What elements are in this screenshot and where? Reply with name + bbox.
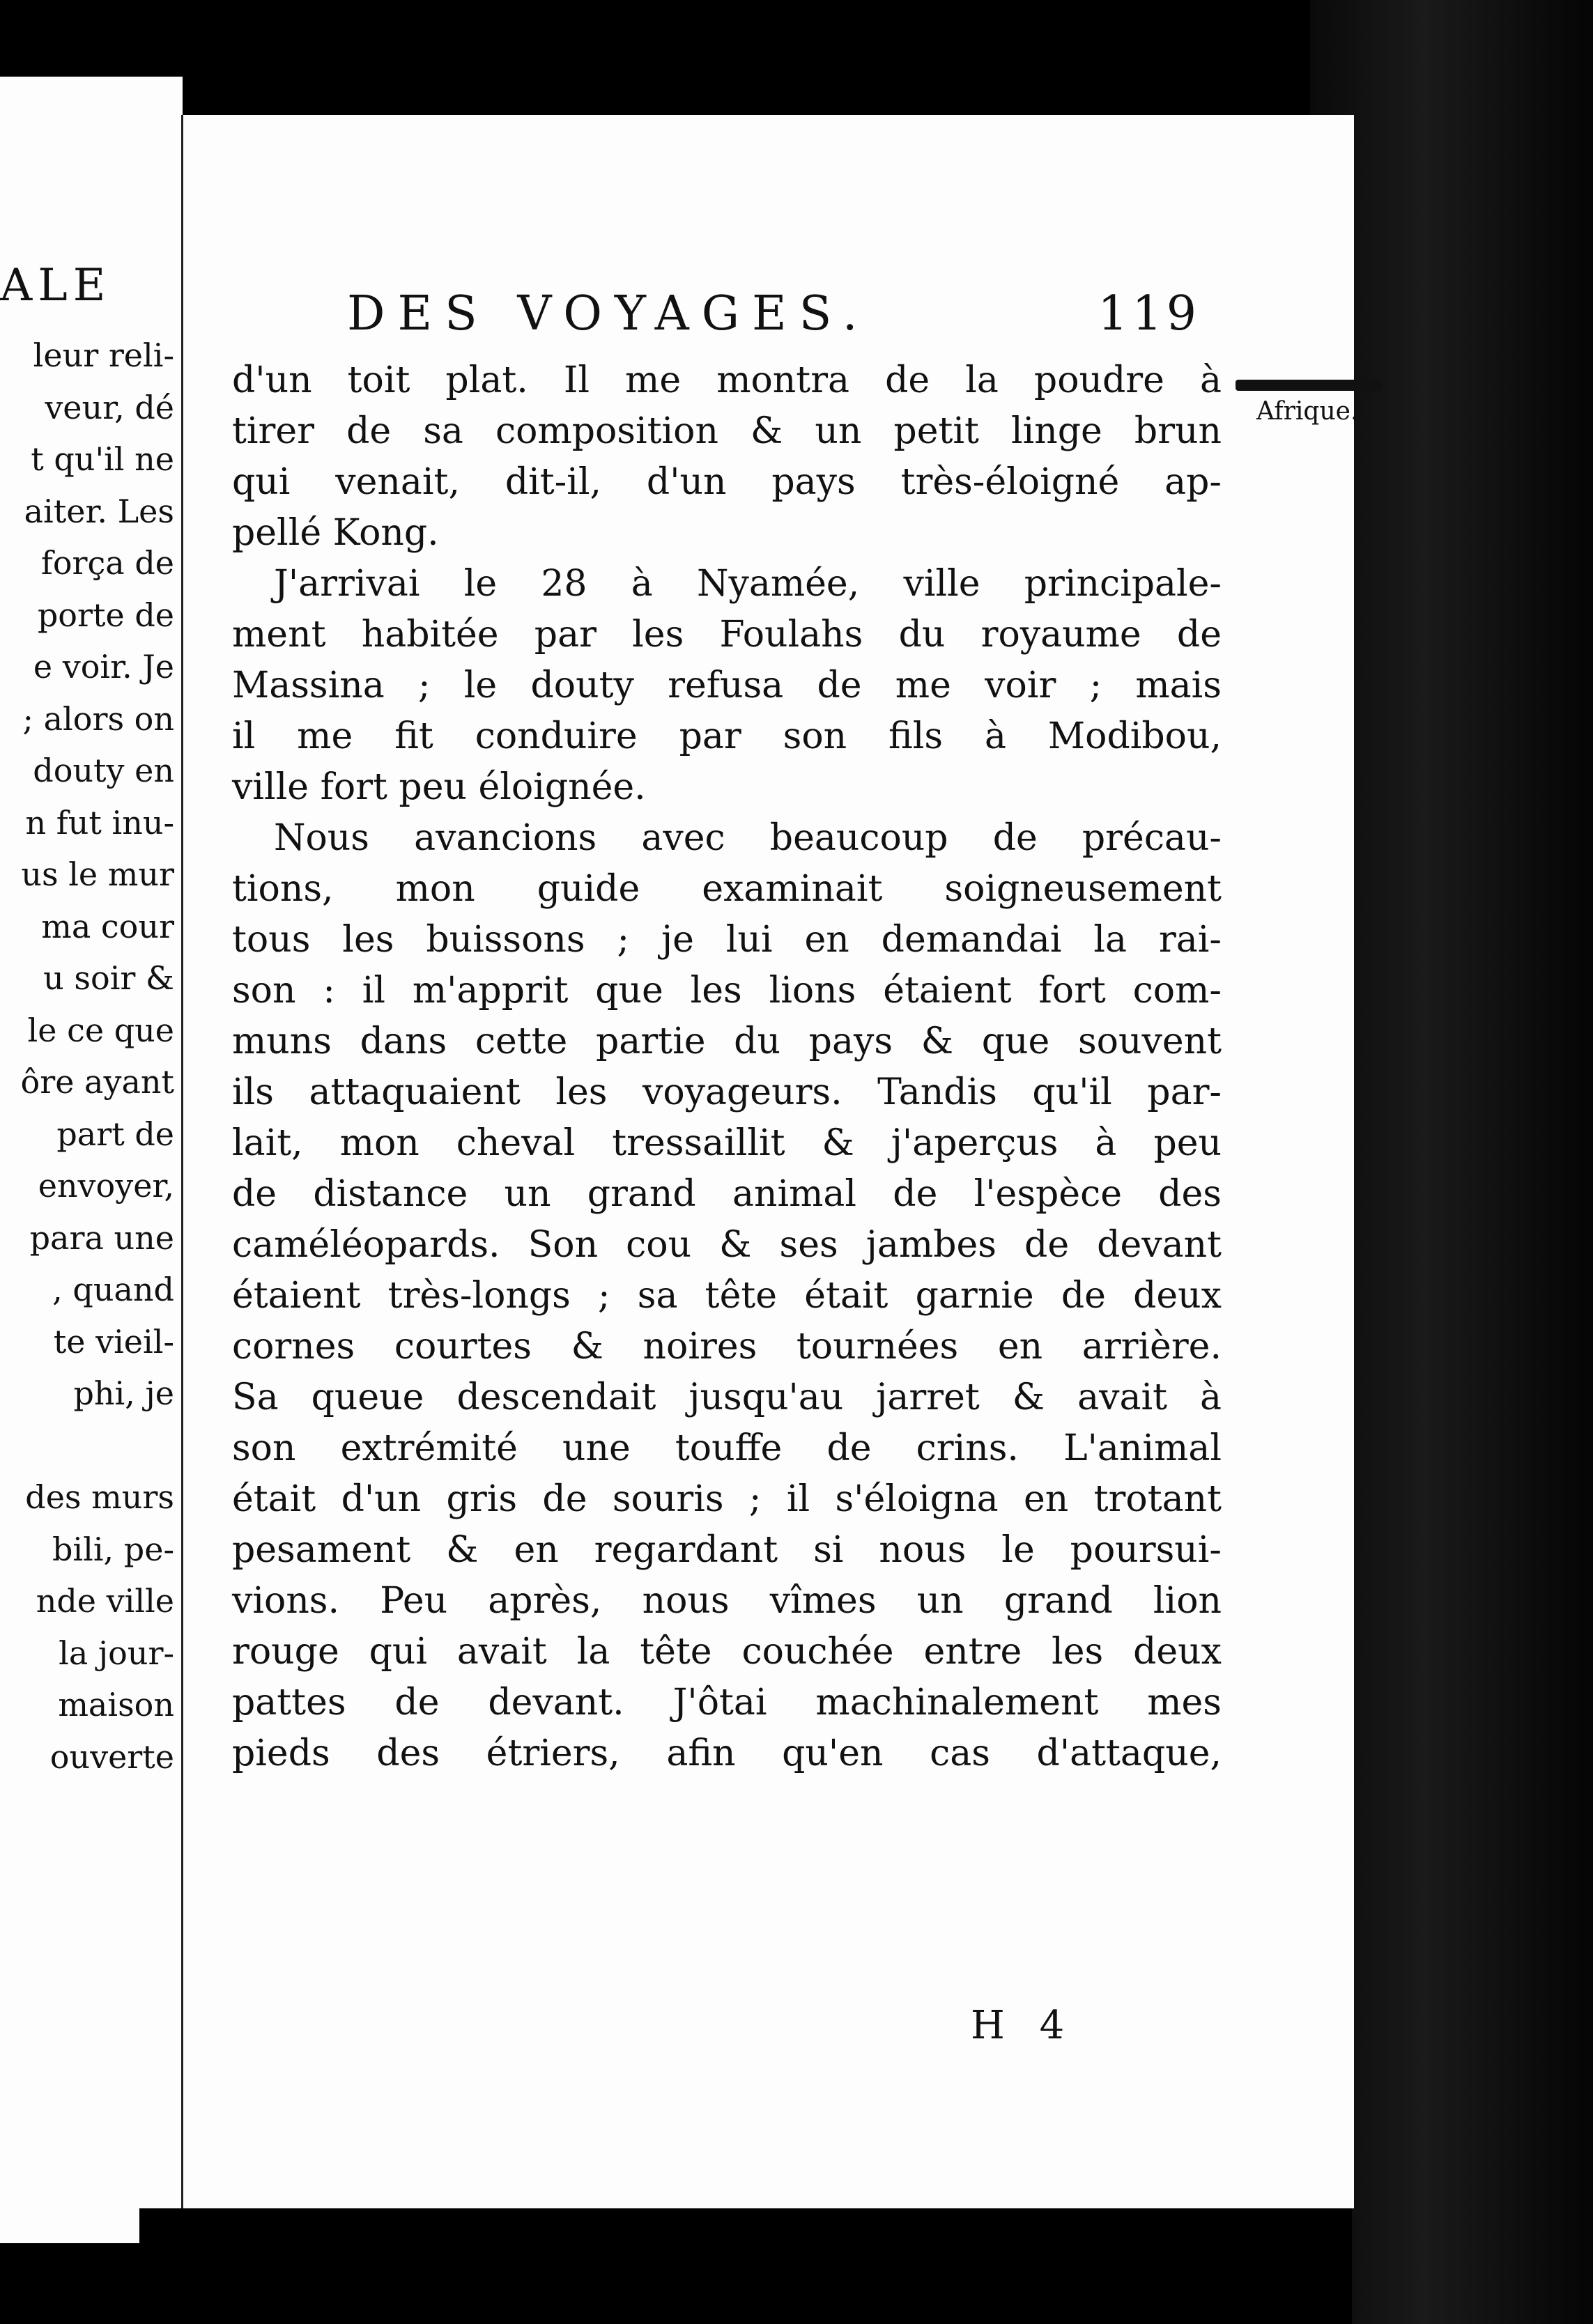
previous-page-line: ouverte <box>49 1737 174 1776</box>
text-line: il me fit conduire par son fils à Modibou, <box>232 715 1222 757</box>
text-line: qui venait, dit-il, d'un pays très-éloigné ap- <box>232 461 1222 503</box>
previous-page-line: n fut inu- <box>25 803 174 842</box>
text-line: ment habitée par les Foulahs du royaume de <box>232 614 1222 656</box>
previous-page-line: , quand <box>52 1271 174 1308</box>
text-line: pattes de devant. J'ôtai machinalement mes <box>232 1682 1222 1723</box>
previous-page-line: le ce que <box>27 1011 174 1049</box>
previous-page-header: ALE <box>0 260 111 311</box>
text-line: cornes courtes & noires tournées en arrière. <box>232 1326 1222 1368</box>
margin-note: Afrique. <box>1256 397 1359 426</box>
previous-page-line: aiter. Les <box>24 492 174 530</box>
text-line: muns dans cette partie du pays & que souvent <box>232 1021 1222 1062</box>
previous-page-line: nde ville <box>36 1582 174 1620</box>
text-line: tirer de sa composition & un petit linge brun <box>232 410 1222 452</box>
text-line: Sa queue descendait jusqu'au jarret & avait à <box>232 1377 1222 1418</box>
signature-mark: H 4 <box>971 2003 1076 2048</box>
text-line: étaient très-longs ; sa tête était garnie de deux <box>232 1275 1222 1317</box>
previous-page-line: us le mur <box>21 855 174 893</box>
previous-page-line: ôre ayant <box>20 1063 174 1101</box>
text-line: pesament & en regardant si nous le poursui- <box>232 1529 1222 1571</box>
text-line: rouge qui avait la tête couchée entre les deux <box>232 1631 1222 1673</box>
book-page <box>181 115 1359 2208</box>
previous-page-line: phi, je <box>73 1374 174 1412</box>
text-line: Nous avancions avec beaucoup de précau- <box>274 817 1222 859</box>
margin-rule <box>1236 380 1382 391</box>
previous-page-line: e voir. Je <box>33 648 174 685</box>
previous-page-line: ma cour <box>41 907 174 945</box>
previous-page-line: part de <box>56 1115 174 1153</box>
body-text <box>232 355 1222 1779</box>
text-line: ils attaquaient les voyageurs. Tandis qu'il par- <box>232 1071 1222 1113</box>
previous-page-line: ; alors on <box>22 699 174 738</box>
previous-page-line: força de <box>40 544 174 582</box>
previous-page-line: veur, dé <box>45 388 174 426</box>
text-line: caméléopards. Son cou & ses jambes de devant <box>232 1224 1222 1266</box>
running-title: DES VOYAGES. <box>347 286 870 341</box>
previous-page-line: t qu'il ne <box>31 440 174 478</box>
previous-page-line: des murs <box>25 1478 174 1516</box>
previous-page-line: la jour- <box>59 1634 174 1672</box>
text-line: tous les buissons ; je lui en demandai la rai- <box>232 919 1222 961</box>
text-line: Massina ; le douty refusa de me voir ; mais <box>232 665 1222 706</box>
text-line: son extrémité une touffe de crins. L'animal <box>232 1427 1222 1469</box>
previous-page-line: leur reli- <box>33 336 174 374</box>
previous-page-line: envoyer, <box>38 1167 174 1204</box>
text-line: d'un toit plat. Il me montra de la poudre à <box>232 359 1222 401</box>
text-line: J'arrivai le 28 à Nyamée, ville principale- <box>274 563 1222 605</box>
previous-page-line: para une <box>29 1218 174 1257</box>
page-number: 119 <box>1098 286 1201 341</box>
page-content <box>232 115 1222 2208</box>
previous-page-fragment <box>0 77 183 2243</box>
previous-page-line: te vieil- <box>53 1322 174 1361</box>
previous-page-line: porte de <box>37 596 174 634</box>
previous-page-line: douty en <box>33 752 174 789</box>
text-line: lait, mon cheval tressaillit & j'aperçus à peu <box>232 1122 1222 1164</box>
bottom-shadow <box>139 2208 1352 2324</box>
text-line: de distance un grand animal de l'espèce des <box>232 1173 1222 1215</box>
text-line: vions. Peu après, nous vîmes un grand lion <box>232 1580 1222 1622</box>
text-line: ville fort peu éloignée. <box>232 766 646 808</box>
previous-page-line: u soir & <box>43 959 174 997</box>
text-line: son : il m'apprit que les lions étaient fort com- <box>232 970 1222 1012</box>
previous-page-line: bili, pe- <box>52 1530 174 1568</box>
running-head <box>232 286 1222 341</box>
text-line: pellé Kong. <box>232 512 439 554</box>
text-line: était d'un gris de souris ; il s'éloigna en trotant <box>232 1478 1222 1520</box>
previous-page-line: maison <box>58 1686 174 1723</box>
text-line: pieds des étriers, afin qu'en cas d'attaque, <box>232 1733 1222 1774</box>
text-line: tions, mon guide examinait soigneusement <box>232 868 1222 910</box>
